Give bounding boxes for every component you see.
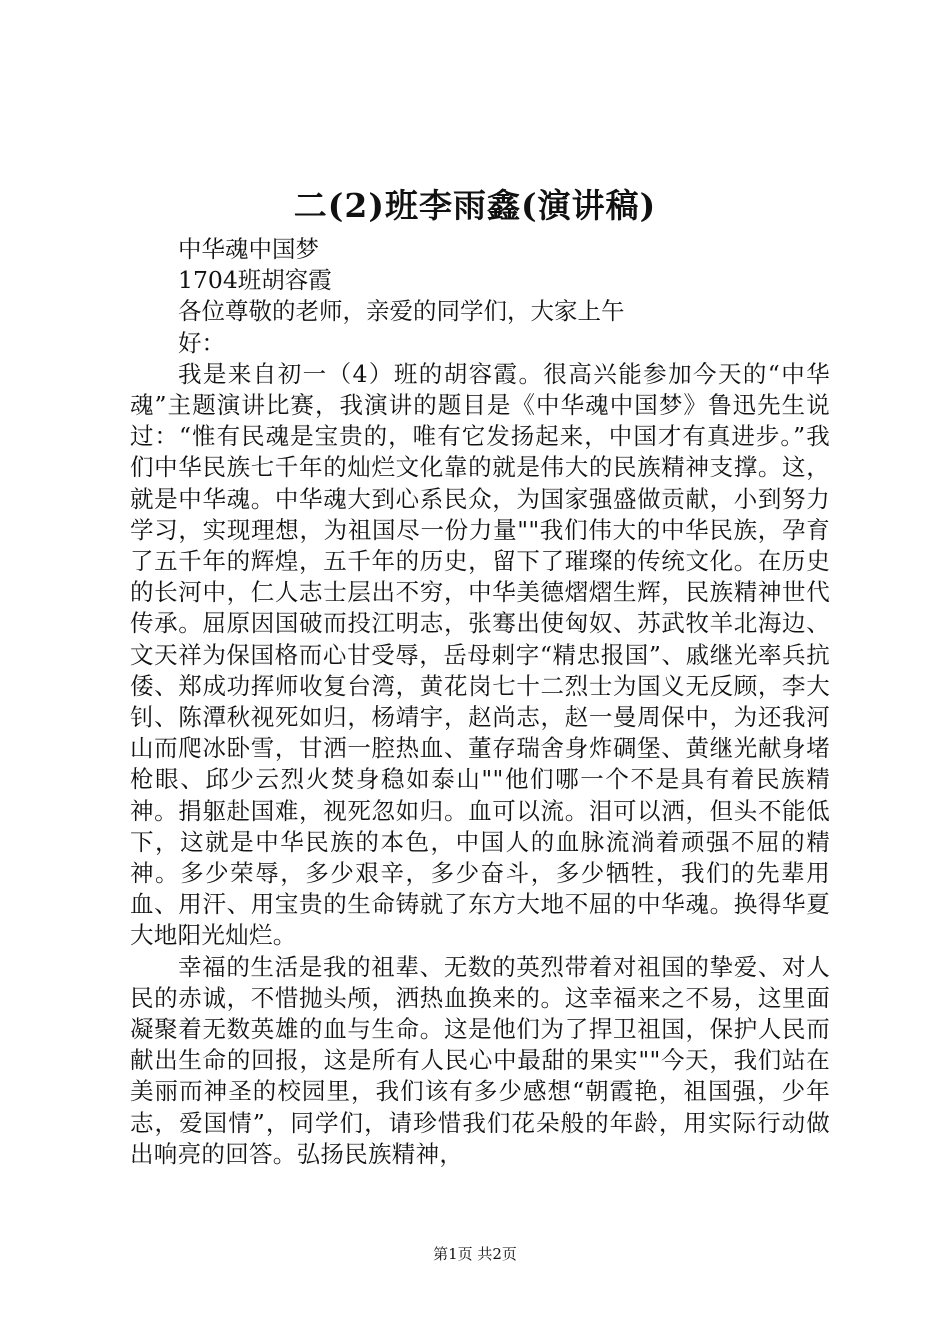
body-paragraph-1: 我是来自初一（4）班的胡容霞。很高兴能参加今天的“中华魂”主题演讲比赛，我演讲的题目是《中华魂中国梦》鲁迅先生说过：“惟有民魂是宝贵的，唯有它发扬起来，中国才有真进步。”我们中华民族七千年的灿烂文化靠的就是伟大的民族精神支撑。这，就是中华魂。中华魂大到心系民众，为国家强盛做贡献，小到努力学习，实现理想，为祖国尽一份力量""我们伟大的中华民族，孕育了五千年的辉煌，五千年的历史，留下了璀璨的传统文化。在历史的长河中，仁人志士层出不穷，中华美德熠熠生辉，民族精神世代传承。屈原因国破而投江明志，张骞出使匈奴、苏武牧羊北海边、文天祥为保国格而心甘受辱，岳母刺字“精忠报国”、戚继光率兵抗倭、郑成功挥师收复台湾，黄花岗七十二烈士为国义无反顾，李大钊、陈潭秋视死如归，杨靖宇，赵尚志，赵一曼周保中，为还我河山而爬冰卧雪，甘洒一腔热血、董存瑞舍身炸碉堡、黄继光献身堵枪眼、邱少云烈火焚身稳如泰山""他们哪一个不是具有着民族精神。捐躯赴国难，视死忽如归。血可以流。泪可以洒，但头不能低下，这就是中华民族的本色，中国人的血脉流淌着顽强不屈的精神。多少荣辱，多少艰辛，多少奋斗，多少牺牲，我们的先辈用血、用汗、用宝贵的生命铸就了东方大地不屈的中华魂。换得华夏大地阳光灿烂。 — [130, 359, 830, 950]
document-body — [130, 234, 830, 1170]
page-footer: 第1页 共2页 — [433, 1245, 517, 1263]
document-title: 二(2)班李雨鑫(演讲稿) — [293, 186, 657, 225]
greeting-line-2: 好： — [178, 328, 225, 357]
speech-subtitle: 中华魂中国梦 — [178, 235, 319, 263]
speech-author: 1704班胡容霞 — [178, 266, 332, 295]
body-paragraph-2: 幸福的生活是我的祖辈、无数的英烈带着对祖国的挚爱、对人民的赤诚，不惜抛头颅，洒热血换来的。这幸福来之不易，这里面凝聚着无数英雄的血与生命。这是他们为了捍卫祖国，保护人民而献出生命的回报，这是所有人民心中最甜的果实""今天，我们站在美丽而神圣的校园里，我们该有多少感想“朝霞艳，祖国强，少年志，爱国情”，同学们，请珍惜我们花朵般的年龄，用实际行动做出响亮的回答。弘扬民族精神， — [130, 952, 830, 1168]
greeting-line-1: 各位尊敬的老师，亲爱的同学们，大家上午 — [178, 297, 625, 326]
